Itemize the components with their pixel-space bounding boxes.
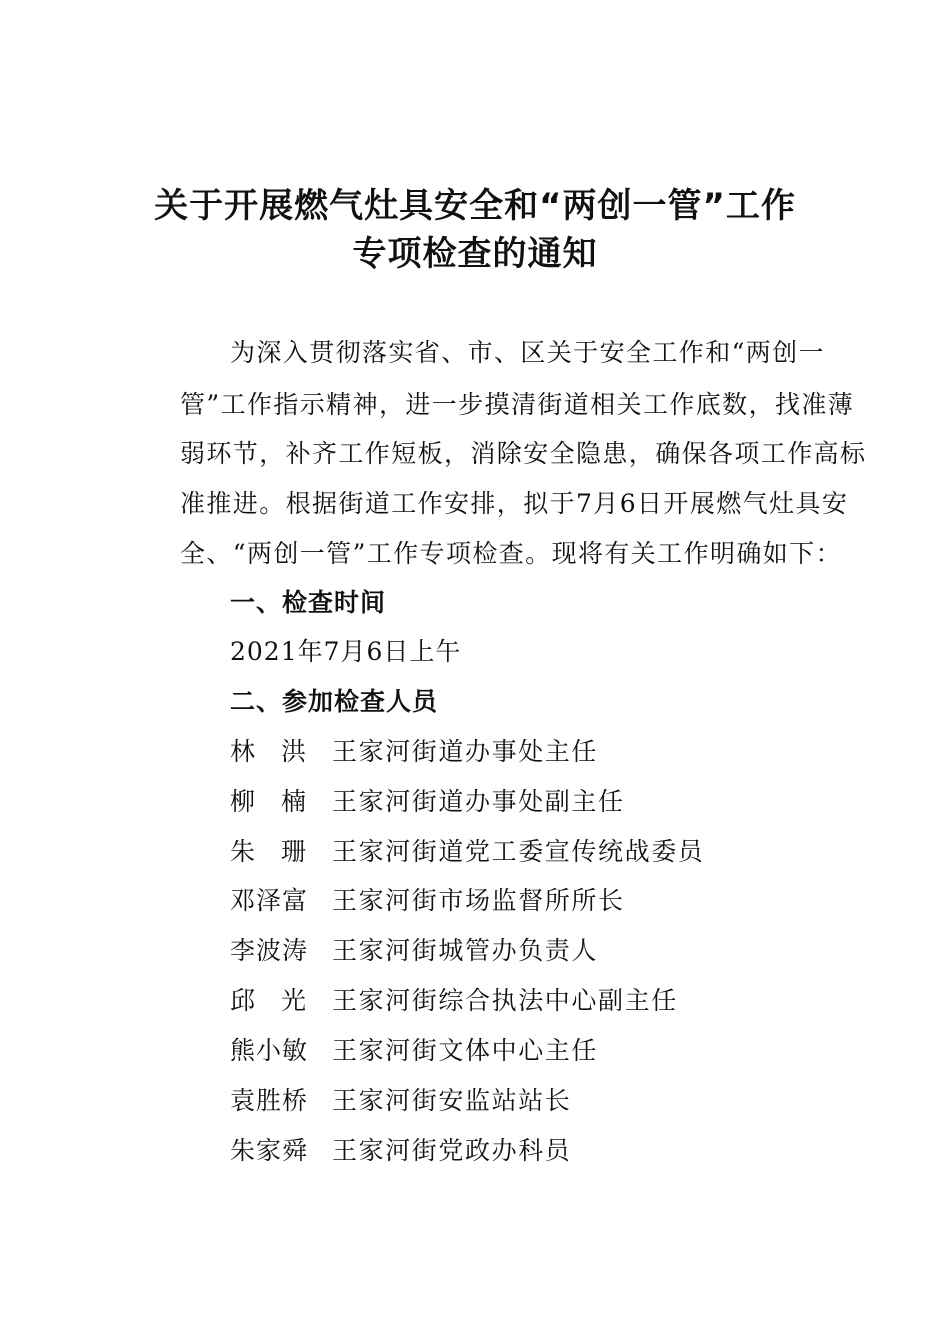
person-row	[230, 734, 598, 770]
intro-line-5: 全、“两创一管”工作专项检查。现将有关工作明确如下：	[180, 539, 842, 568]
person-row	[230, 883, 625, 919]
person-name: 林洪	[230, 737, 333, 766]
intro-line-3: 弱环节，补齐工作短板，消除安全隐患，确保各项工作高标	[180, 439, 867, 468]
section-1-heading: 一、检查时间	[230, 588, 387, 617]
person-name: 李波涛	[230, 936, 309, 965]
person-row	[230, 933, 598, 969]
intro-line-4: 准推进。根据街道工作安排，拟于7月6日开展燃气灶具安	[180, 489, 849, 518]
person-role: 王家河街城管办负责人	[332, 936, 599, 965]
person-role: 王家河街道办事处主任	[332, 737, 599, 766]
person-role: 王家河街文体中心主任	[332, 1036, 599, 1065]
document-title-line-2: 专项检查的通知	[352, 234, 598, 274]
person-row	[230, 1083, 571, 1119]
person-row	[230, 834, 704, 870]
person-role: 王家河街党政办科员	[332, 1136, 572, 1165]
intro-line-1: 为深入贯彻落实省、市、区关于安全工作和“两创一	[230, 338, 825, 367]
person-name: 朱家舜	[230, 1136, 309, 1165]
person-row	[230, 1033, 598, 1069]
section-1-text: 2021年7月6日上午	[230, 637, 462, 666]
person-name: 朱珊	[230, 837, 333, 866]
person-row	[230, 784, 625, 820]
person-role: 王家河街道办事处副主任	[332, 787, 625, 816]
person-role: 王家河街市场监督所所长	[332, 886, 625, 915]
person-row	[230, 983, 678, 1019]
section-2-heading: 二、参加检查人员	[230, 687, 439, 716]
intro-line-2: 管”工作指示精神，进一步摸清街道相关工作底数，找准薄	[180, 390, 855, 419]
person-row	[230, 1133, 571, 1169]
person-role: 王家河街道党工委宣传统战委员	[332, 837, 705, 866]
person-name: 邱光	[230, 986, 333, 1015]
person-role: 王家河街综合执法中心副主任	[332, 986, 678, 1015]
document-title-line-1: 关于开展燃气灶具安全和“两创一管”工作	[154, 186, 796, 226]
person-name: 邓泽富	[230, 886, 309, 915]
person-name: 柳楠	[230, 787, 333, 816]
person-name: 熊小敏	[230, 1036, 309, 1065]
person-name: 袁胜桥	[230, 1086, 309, 1115]
person-role: 王家河街安监站站长	[332, 1086, 572, 1115]
